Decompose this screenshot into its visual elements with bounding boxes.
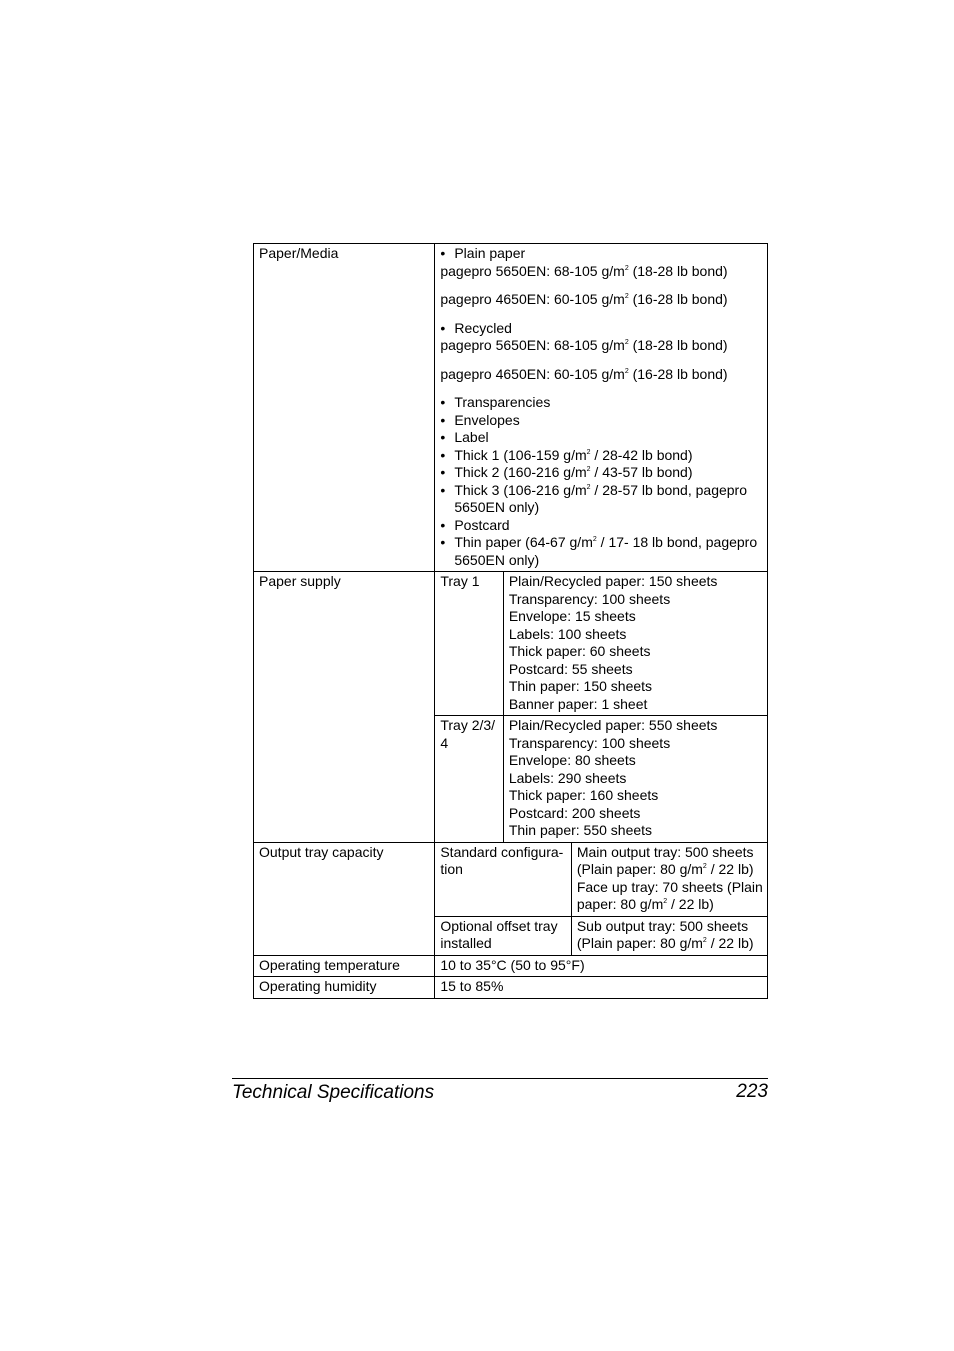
row-value: 10 to 35°C (50 to 95°F) [435,955,768,977]
spec-line: pagepro 5650EN: 68-105 $g/m^2$ (18-28 lb bond) [440,337,728,353]
list-item: • Thick 3 (106-216 $g/m^2 / 28-57$ lb bond, pagepro 5650EN only) [440,481,748,515]
tray-234-row [435,716,767,842]
tray-capacity: Plain/Recycled paper: 550 sheets Transparency: 100 sheets Envelope: 80 sheets Labels: 290 sheets Thick paper: 160 sheets Postcard: 200 sheets Thin paper: 550 sheets [503,716,767,842]
page-number: 223 [736,1081,768,1102]
config-capacity: Main output tray: 500 sheets (Plain paper: 80 $g/m^2 / 22$ lb) Face up tray: 70 sheets (Plain paper: 80 $g/m^2 / 22$ lb) [571,843,767,917]
row-label: Paper/Media [254,244,435,572]
row-label: Paper supply [254,572,435,843]
spec-line: pagepro 5650EN: 68-105 $g/m^2$ (18-28 lb bond) [440,262,728,279]
list-item: • Postcard [440,516,510,533]
list-item: • Thick 1 (106-159 $g/m^2 / 28-42$ lb bond) [440,446,693,463]
paper-media-value [435,244,768,572]
row-paper-media [254,244,768,572]
row-output-tray [254,842,768,955]
offset-tray-row [435,916,767,955]
tray-name: Tray 2/3/ 4 [435,716,503,842]
paper-supply-value [435,572,768,843]
config-name: Standard configura- tion [440,843,564,877]
row-paper-supply [254,572,768,843]
spec-table [253,243,768,999]
standard-config-row [435,843,767,917]
list-item: • Transparencies [440,394,551,410]
row-label: Operating temperature [254,955,435,977]
list-item: • Label [440,429,489,445]
tray-name: Tray 1 [440,573,480,589]
tray-1-row [435,572,767,716]
config-name: Optional offset tray installed [435,916,571,955]
list-item: • Recycled [440,319,512,336]
list-item: • Thick 2 (160-216 $g/m^2 / 43-57$ lb bond) [440,464,693,480]
output-tray-value [435,842,768,955]
row-operating-humidity [254,977,768,999]
row-label: Output tray capacity [254,842,435,955]
paper-supply-subtable [435,572,767,842]
row-operating-temperature [254,955,768,977]
tray-capacity: Plain/Recycled paper: 150 sheets Transparency: 100 sheets Envelope: 15 sheets Labels: 100 sheets Thick paper: 60 sheets Postcard: 55 sheets Thin paper: 150 sheets Banner paper: 1 sheet [503,572,767,716]
list-item: • Thin paper (64-67 $g/m^2 / 17-$ 18 lb bond, pagepro 5650EN only) [440,534,758,568]
row-label: Operating humidity [254,977,435,999]
config-capacity: Sub output tray: 500 sheets (Plain paper: 80 $g/m^2 / 22$ lb) [571,916,767,955]
row-value: 15 to 85% [435,977,768,999]
footer-title: Technical Specifications [232,1082,435,1103]
list-item: • Envelopes [440,411,520,428]
list-item: • Plain paper [440,245,526,261]
spec-line: pagepro 4650EN: 60-105 $g/m^2$ (16-28 lb bond) [440,365,728,382]
output-tray-subtable [435,843,767,955]
spec-line: pagepro 4650EN: 60-105 $g/m^2$ (16-28 lb bond) [440,291,728,307]
footer-divider [232,1078,768,1079]
